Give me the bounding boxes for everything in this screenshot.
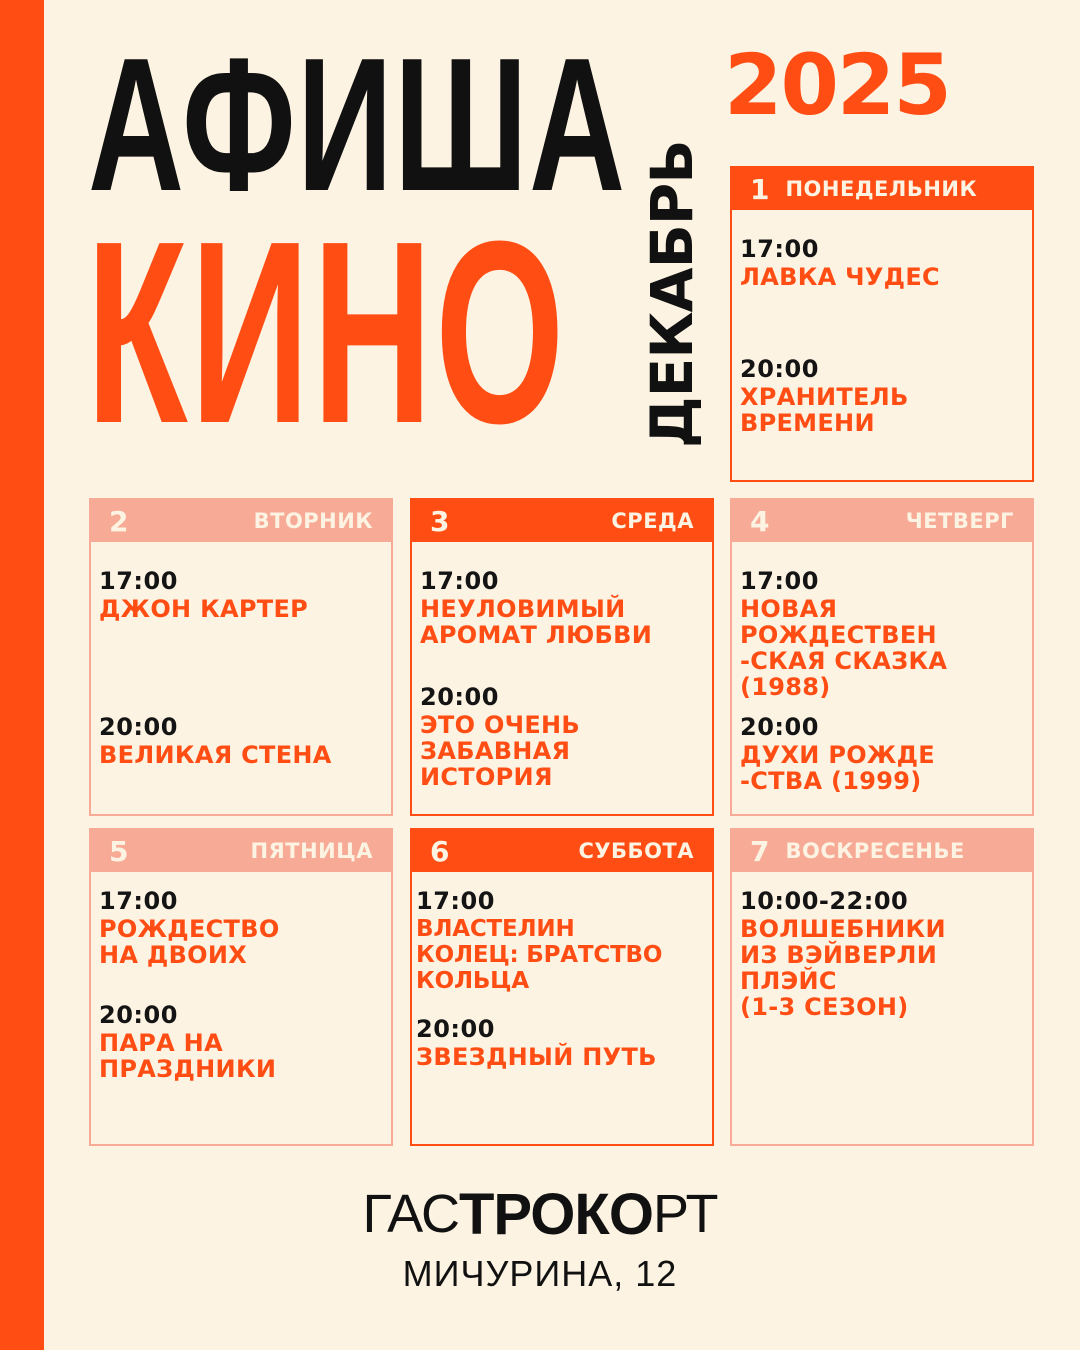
brand-logo-part: РТ <box>652 1184 718 1244</box>
day-number: 1 <box>750 172 770 206</box>
show-time: 17:00 <box>99 567 178 595</box>
brand-logo-part: ГАС <box>362 1184 459 1244</box>
day-header <box>732 500 1032 542</box>
day-number: 4 <box>750 504 770 538</box>
show-item <box>740 886 1028 1020</box>
show-time: 20:00 <box>99 1001 178 1029</box>
day-number: 5 <box>109 834 129 868</box>
show-time: 20:00 <box>740 355 819 383</box>
venue-address: МИЧУРИНА, 12 <box>402 1253 678 1294</box>
show-title: ПАРА НА ПРАЗДНИКИ <box>99 1029 277 1083</box>
day-header <box>412 830 712 872</box>
day-header <box>412 500 712 542</box>
show-title: НЕУЛОВИМЫЙ АРОМАТ ЛЮБВИ <box>420 595 653 649</box>
show-item <box>99 886 387 968</box>
month-label: ДЕКАБРЬ <box>638 140 706 448</box>
show-title: ВЕЛИКАЯ СТЕНА <box>99 741 332 769</box>
show-time: 17:00 <box>740 567 819 595</box>
day-number: 2 <box>109 504 129 538</box>
show-title: ЭТО ОЧЕНЬ ЗАБАВНАЯ ИСТОРИЯ <box>420 711 581 791</box>
brand-logo-part: ТРОКО <box>458 1181 653 1247</box>
day-name: ВТОРНИК <box>253 509 373 533</box>
day-header <box>91 500 391 542</box>
day-header <box>732 168 1032 210</box>
day-number: 6 <box>430 834 450 868</box>
show-time: 20:00 <box>99 713 178 741</box>
show-time: 20:00 <box>740 713 819 741</box>
poster-title: АФИША <box>88 19 627 231</box>
day-card-tuesday <box>89 498 393 816</box>
day-card-friday <box>89 828 393 1146</box>
show-time: 20:00 <box>420 683 499 711</box>
year-label: 2025 <box>724 36 950 134</box>
day-name: ПОНЕДЕЛЬНИК <box>785 177 978 201</box>
day-card-saturday <box>410 828 714 1146</box>
show-item <box>420 682 708 790</box>
show-time: 17:00 <box>416 887 495 915</box>
show-title: НОВАЯ РОЖДЕСТВЕН -СКАЯ СКАЗКА (1988) <box>740 595 948 701</box>
show-item <box>99 712 387 768</box>
day-name: ЧЕТВЕРГ <box>905 509 1014 533</box>
day-name: ВОСКРЕСЕНЬЕ <box>785 839 965 863</box>
show-time: 17:00 <box>99 887 178 915</box>
day-card-thursday <box>730 498 1034 816</box>
day-card-monday <box>730 166 1034 482</box>
day-name: СУББОТА <box>578 839 694 863</box>
brand-logo <box>288 1181 792 1247</box>
show-item <box>416 1014 710 1070</box>
show-item <box>740 712 1028 794</box>
show-title: ЗВЕЗДНЫЙ ПУТЬ <box>416 1043 657 1071</box>
show-time: 20:00 <box>416 1015 495 1043</box>
show-item <box>99 566 387 622</box>
show-time: 10:00-22:00 <box>740 887 909 915</box>
day-card-sunday <box>730 828 1034 1146</box>
show-item <box>740 566 1028 700</box>
day-number: 7 <box>750 834 770 868</box>
show-item <box>416 886 710 994</box>
day-header <box>91 830 391 872</box>
day-card-wednesday <box>410 498 714 816</box>
show-item <box>99 1000 387 1082</box>
show-title: ДУХИ РОЖДЕ -СТВА (1999) <box>740 741 935 795</box>
show-title: ДЖОН КАРТЕР <box>99 595 309 623</box>
day-number: 3 <box>430 504 450 538</box>
day-header <box>732 830 1032 872</box>
show-title: ХРАНИТЕЛЬ ВРЕМЕНИ <box>740 383 909 437</box>
show-time: 17:00 <box>740 235 819 263</box>
show-title: ВОЛШЕБНИКИ ИЗ ВЭЙВЕРЛИ ПЛЭЙС (1-3 СЕЗОН) <box>740 915 946 1021</box>
day-name: СРЕДА <box>611 509 694 533</box>
poster-subtitle: КИНО <box>86 188 568 478</box>
show-title: ЛАВКА ЧУДЕС <box>740 263 940 291</box>
show-item <box>420 566 708 648</box>
show-item <box>740 354 1028 436</box>
side-accent-bar <box>0 0 44 1350</box>
day-name: ПЯТНИЦА <box>250 839 373 863</box>
show-title: РОЖДЕСТВО НА ДВОИХ <box>99 915 280 969</box>
show-item <box>740 234 1028 290</box>
show-time: 17:00 <box>420 567 499 595</box>
show-title: ВЛАСТЕЛИН КОЛЕЦ: БРАТСТВО КОЛЬЦА <box>416 916 663 994</box>
